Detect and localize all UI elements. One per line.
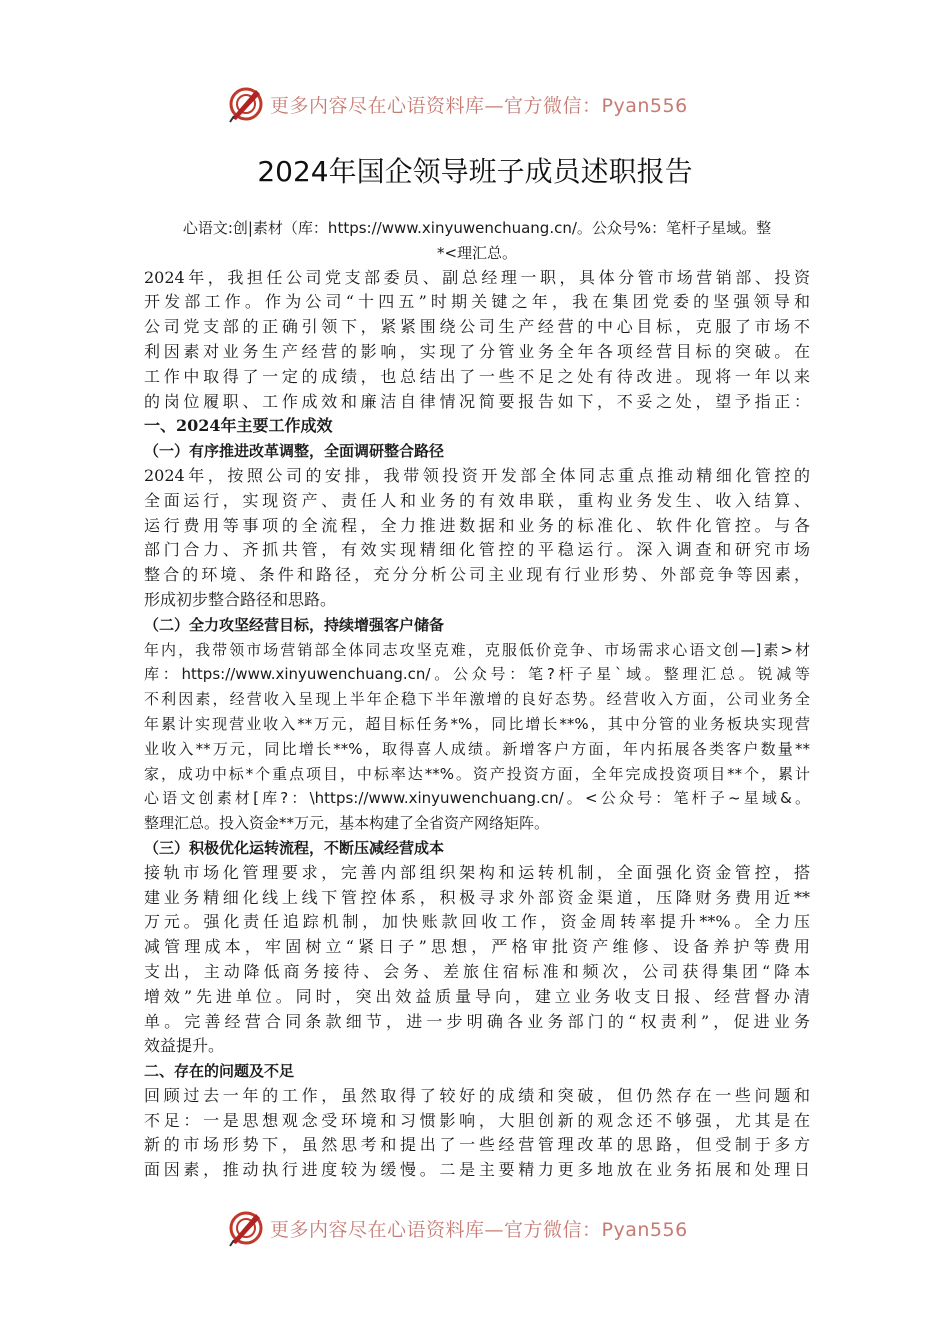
text-line: 增效”先进单位。同时，突出效益质量导向，建立业务收支日报、经营督办清 [144, 986, 810, 1006]
text-line: 回顾过去一年的工作，虽然取得了较好的成绩和突破，但仍然存在一些问题和 [144, 1085, 810, 1105]
text-line: 不足：一是思想观念受环境和习惯影响，大胆创新的观念还不够强，尤其是在 [144, 1110, 810, 1130]
text-line: 新的市场形势下，虽然思考和提出了一些经营管理改革的思路，但受制于多方 [144, 1135, 810, 1155]
watermark-text [270, 1215, 688, 1242]
text-line: 形成初步整合路径和思路。 [144, 589, 337, 609]
text-line: （三）积极优化运转流程，不断压减经营成本 [144, 838, 445, 857]
text-line: 不利因素，经营收入呈现上半年企稳下半年激增的良好态势。经营收入方面，公司业务全 [144, 690, 810, 709]
watermark-banner-bottom [0, 1206, 950, 1250]
text-line: 心语文:创|素材（库：https://www.xinyuwenchuang.cn/。公众号%：笔杆子星域。整 [182, 219, 772, 237]
text-line: 开发部工作。作为公司“十四五”时期关键之年，我在集团党委的坚强领导和 [144, 292, 810, 312]
text-line: 接轨市场化管理要求，完善内部组织架构和运转机制，全面强化资金管控，搭 [144, 862, 810, 882]
watermark-text [270, 91, 688, 118]
text-line: 万元。强化责任追踪机制，加快账款回收工作，资金周转率提升**%。全力压 [144, 912, 810, 932]
watermark-handle: Pyan556 [601, 94, 688, 117]
watermark-label: 更多内容尽在心语资料库—官方微信： [270, 94, 602, 117]
text-line: 运行费用等事项的全流程，全力推进数据和业务的标准化、软件化管控。与各 [144, 515, 810, 535]
text-line: 部门合力、齐抓共管，有效实现精细化管控的平稳运行。深入调查和研究市场 [144, 540, 810, 560]
text-line: （二）全力攻坚经营目标，持续增强客户储备 [144, 615, 445, 634]
text-line: 库：https://www.xinyuwenchuang.cn/。公众号：笔?杆子星`域。整理汇总。锐减等 [144, 665, 810, 684]
text-line: 整理汇总。投入资金**万元，基本构建了全省资产网络矩阵。 [144, 814, 550, 833]
text-line: 2024年，我担任公司党支部委员、副总经理一职，具体分管市场营销部、投资 [144, 267, 810, 287]
text-line: 一、2024年主要工作成效 [144, 416, 333, 436]
quill-logo-icon [226, 1208, 266, 1248]
text-line: 效益提升。 [144, 1036, 225, 1056]
text-line: 心语文创素材[库?：\https://www.xinyuwenchuang.cn/。<公众号：笔杆子~星域&。 [144, 789, 810, 808]
text-line: （一）有序推进改革调整，全面调研整合路径 [144, 442, 445, 461]
text-line: 的岗位履职、工作成效和廉洁自律情况简要报告如下，不妥之处，望予指正： [144, 391, 810, 411]
text-line: 支出，主动降低商务接待、会务、差旅住宿标准和频次，公司获得集团“降本 [144, 961, 810, 981]
text-line: 建业务精细化线上线下管控体系，积极寻求外部资金渠道，压降财务费用近** [144, 887, 810, 907]
watermark-banner-top [0, 82, 950, 126]
text-line: 家，成功中标*个重点项目，中标率达**%。资产投资方面，全年完成投资项目**个，累计 [144, 764, 810, 783]
document-body [144, 216, 810, 1183]
text-line: 二、存在的问题及不足 [144, 1062, 295, 1081]
text-line: 利因素对业务生产经营的影响，实现了分管业务全年各项经营目标的突破。在 [144, 341, 810, 361]
watermark-handle: Pyan556 [601, 1218, 688, 1241]
text-line: 全面运行，实现资产、责任人和业务的有效串联，重构业务发生、收入结算、 [144, 490, 810, 510]
document-title: 2024年国企领导班子成员述职报告 [257, 155, 693, 188]
watermark-label: 更多内容尽在心语资料库—官方微信： [270, 1218, 602, 1241]
text-line: 年内，我带领市场营销部全体同志攻坚克难，克服低价竞争、市场需求心语文创—]素>材 [144, 640, 810, 659]
text-line: 年累计实现营业收入**万元，超目标任务*%，同比增长**%，其中分管的业务板块实现营 [144, 714, 810, 733]
quill-logo-icon [226, 84, 266, 124]
text-line: 公司党支部的正确引领下，紧紧围绕公司生产经营的中心目标，克服了市场不 [144, 317, 810, 337]
text-line: 工作中取得了一定的成绩，也总结出了一些不足之处有待改进。现将一年以来 [144, 366, 810, 386]
text-line: 整合的环境、条件和路径，充分分析公司主业现有行业形势、外部竞争等因素， [144, 565, 810, 585]
text-line: 单。完善经营合同条款细节，进一步明确各业务部门的“权责利”，促进业务 [144, 1011, 810, 1031]
text-line: 业收入**万元，同比增长**%，取得喜人成绩。新增客户方面，年内拓展各类客户数量** [144, 739, 810, 758]
text-line: 减管理成本，牢固树立“紧日子”思想，严格审批资产维修、设备养护等费用 [144, 937, 810, 957]
text-line: *<理汇总。 [436, 243, 518, 262]
text-line: 面因素，推动执行进度较为缓慢。二是主要精力更多地放在业务拓展和处理日 [144, 1160, 810, 1180]
text-line: 2024年，按照公司的安排，我带领投资开发部全体同志重点推动精细化管控的 [144, 465, 810, 485]
